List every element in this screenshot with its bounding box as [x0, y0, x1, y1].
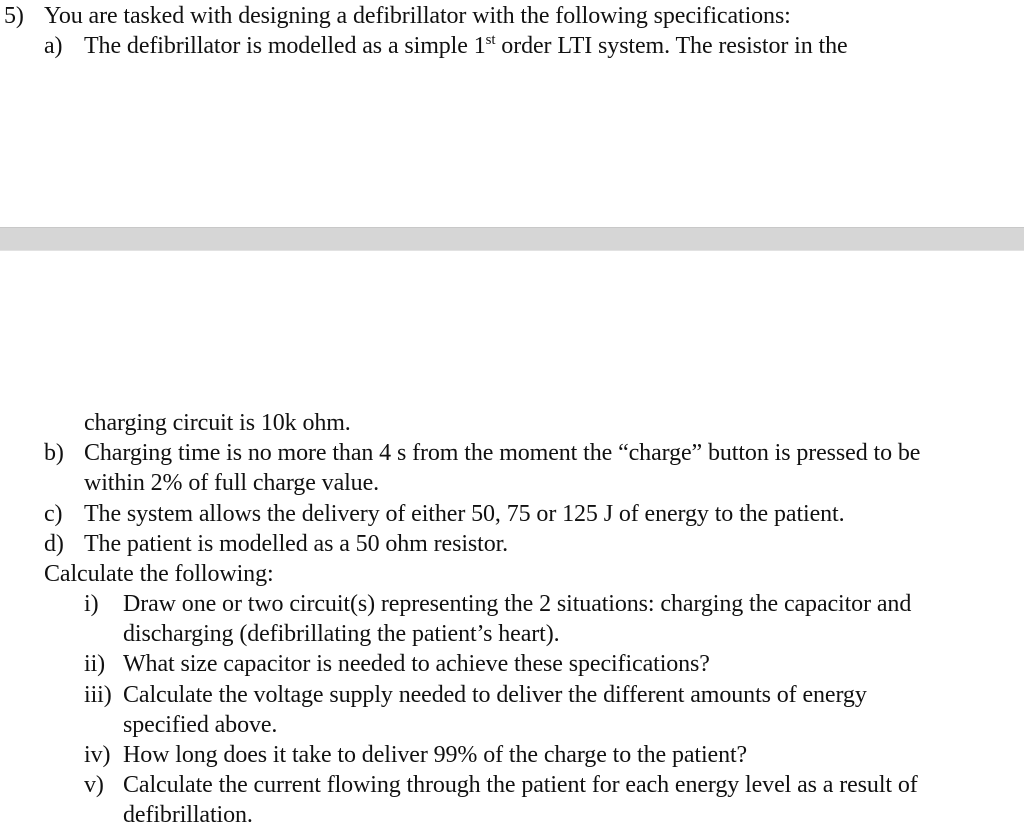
task-iii-label: iii) — [84, 682, 112, 708]
spec-d-line1: The patient is modelled as a 50 ohm resistor. — [84, 531, 509, 557]
spec-a-line2: charging circuit is 10k ohm. — [84, 410, 351, 436]
task-iii-line2: specified above. — [123, 712, 278, 738]
spec-b-line2: within 2% of full charge value. — [84, 470, 380, 496]
task-v-label: v) — [84, 772, 104, 798]
task-ii-label: ii) — [84, 651, 106, 677]
spec-b-label: b) — [44, 440, 64, 466]
task-i-line1: Draw one or two circuit(s) representing the 2 situations: charging the capacitor and — [123, 591, 912, 617]
task-iv-line1: How long does it take to deliver 99% of the charge to the patient? — [123, 742, 748, 768]
task-ii-line1: What size capacitor is needed to achieve these specifications? — [123, 651, 710, 677]
task-iv-label: iv) — [84, 742, 111, 768]
task-i-line2: discharging (defibrillating the patient’s heart). — [123, 621, 560, 647]
question-intro: You are tasked with designing a defibrillator with the following specifications: — [44, 3, 791, 29]
spec-a-line1-post: order LTI system. The resistor in the — [495, 33, 848, 59]
spec-c-line1: The system allows the delivery of either 50, 75 or 125 J of energy to the patient. — [84, 501, 845, 527]
spec-d-label: d) — [44, 531, 64, 557]
spec-a-superscript: st — [485, 32, 496, 48]
spec-c-label: c) — [44, 501, 63, 527]
question-number: 5) — [4, 3, 24, 29]
spec-a-label: a) — [44, 33, 63, 59]
spec-a-line1 — [84, 31, 848, 61]
spec-a-line1-pre: The defibrillator is modelled as a simple 1 — [84, 33, 486, 59]
page-separator — [0, 227, 1024, 251]
task-iii-line1: Calculate the voltage supply needed to deliver the different amounts of energy — [123, 682, 867, 708]
spec-b-line1: Charging time is no more than 4 s from the moment the “charge” button is pressed to be — [84, 440, 921, 466]
task-i-label: i) — [84, 591, 99, 617]
task-v-line1: Calculate the current flowing through the patient for each energy level as a result of — [123, 772, 918, 798]
task-v-line2: defibrillation. — [123, 802, 253, 828]
calc-heading: Calculate the following: — [44, 561, 274, 587]
